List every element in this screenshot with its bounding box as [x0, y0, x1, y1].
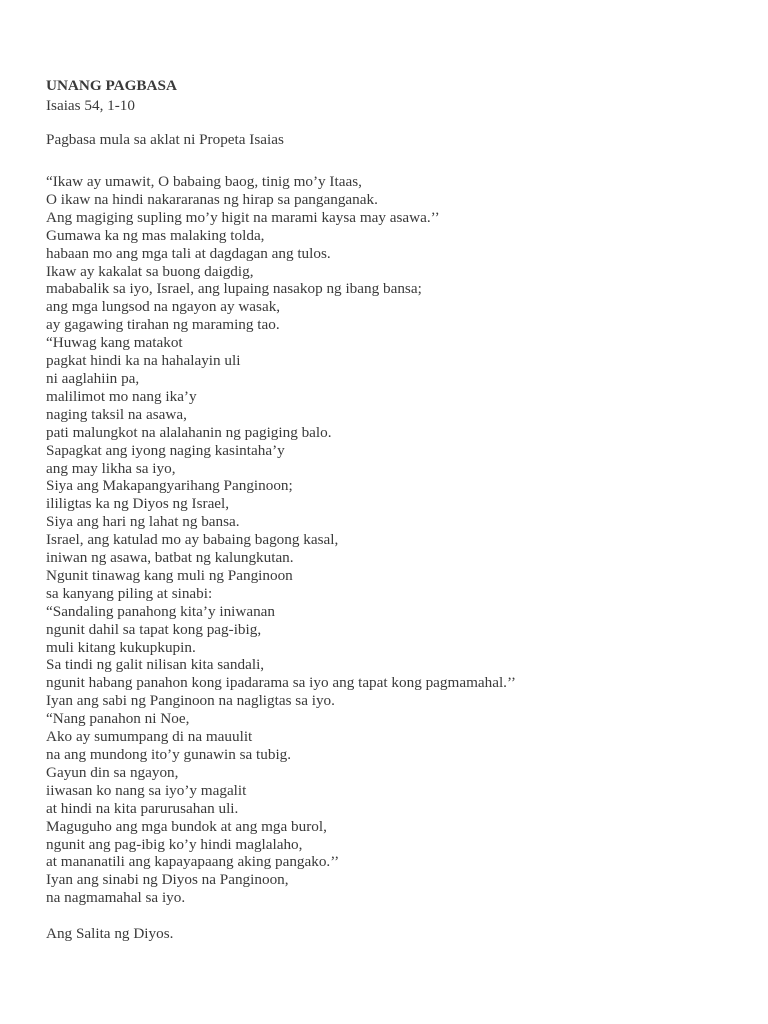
verse-line: Sapagkat ang iyong naging kasintaha’y [46, 441, 285, 459]
verse-line: Gumawa ka ng mas malaking tolda, [46, 226, 265, 244]
verse-line: Sa tindi ng galit nilisan kita sandali, [46, 656, 265, 674]
verse-line: “Nang panahon ni Noe, [46, 710, 190, 728]
verse-line: ngunit ang pag-ibig ko’y hindi maglalaho, [46, 835, 303, 853]
verse-line: Ikaw ay kakalat sa buong daigdig, [46, 262, 254, 280]
verse-line: ililigtas ka ng Diyos ng Israel, [46, 495, 230, 513]
verse-line: ngunit habang panahon kong ipadarama sa iyo ang tapat kong pagmamahal.’’ [46, 674, 516, 692]
verse-line: Ngunit tinawag kang muli ng Panginoon [46, 566, 293, 584]
verse-line: Ako ay sumumpang di na mauulit [46, 728, 253, 746]
verse-line: O ikaw na hindi nakararanas ng hirap sa panganganak. [46, 190, 378, 208]
document-page [46, 76, 746, 944]
verse-line: pati malungkot na alalahanin ng pagiging balo. [46, 423, 332, 441]
verse-line: malilimot mo nang ika’y [46, 387, 197, 405]
verse-line: muli kitang kukupkupin. [46, 638, 196, 656]
verse-line: ngunit dahil sa tapat kong pag-ibig, [46, 620, 262, 638]
verse-line: ang may likha sa iyo, [46, 459, 176, 477]
verse-line: “Ikaw ay umawit, O babaing baog, tinig mo’y Itaas, [46, 173, 362, 190]
verse-line: ay gagawing tirahan ng maraming tao. [46, 316, 280, 334]
verse-line: naging taksil na asawa, [46, 405, 187, 423]
verse-line: “Huwag kang matakot [46, 334, 183, 352]
verse-line: ni aaglahiin pa, [46, 369, 140, 387]
verse-line: Maguguho ang mga bundok at ang mga burol, [46, 817, 327, 835]
verse-line: Gayun din sa ngayon, [46, 763, 179, 781]
closing-acclamation: Ang Salita ng Diyos. [46, 925, 174, 943]
verse-line: Ang magiging supling mo’y higit na marami kaysa may asawa.’’ [46, 208, 440, 226]
verse-line: ang mga lungsod na ngayon ay wasak, [46, 298, 281, 316]
reading-intro: Pagbasa mula sa aklat ni Propeta Isaias [46, 131, 284, 148]
verse-line: Siya ang hari ng lahat ng bansa. [46, 513, 240, 531]
reading-text [46, 173, 746, 907]
verse-line: mababalik sa iyo, Israel, ang lupaing nasakop ng ibang bansa; [46, 280, 422, 298]
verse-line: Iyan ang sinabi ng Diyos na Panginoon, [46, 871, 289, 889]
verse-line: Israel, ang katulad mo ay babaing bagong kasal, [46, 531, 339, 549]
scripture-reference: Isaias 54, 1-10 [46, 97, 135, 114]
verse-line: Siya ang Makapangyarihang Panginoon; [46, 477, 293, 495]
verse-line: pagkat hindi ka na hahalayin uli [46, 352, 241, 370]
verse-line: iniwan ng asawa, batbat ng kalungkutan. [46, 549, 294, 567]
verse-line: at hindi na kita parurusahan uli. [46, 799, 239, 817]
verse-line: iiwasan ko nang sa iyo’y magalit [46, 781, 247, 799]
verse-line: habaan mo ang mga tali at dagdagan ang tulos. [46, 244, 331, 262]
verse-line: Iyan ang sabi ng Panginoon na nagligtas sa iyo. [46, 692, 335, 710]
verse-line: na ang mundong ito’y gunawin sa tubig. [46, 746, 292, 763]
verse-line: na nagmamahal sa iyo. [46, 889, 186, 907]
reading-title: UNANG PAGBASA [46, 77, 177, 94]
verse-line: sa kanyang piling at sinabi: [46, 584, 213, 602]
verse-line: “Sandaling panahong kita’y iniwanan [46, 602, 276, 620]
verse-line: at mananatili ang kapayapaang aking pangako.’’ [46, 853, 340, 871]
